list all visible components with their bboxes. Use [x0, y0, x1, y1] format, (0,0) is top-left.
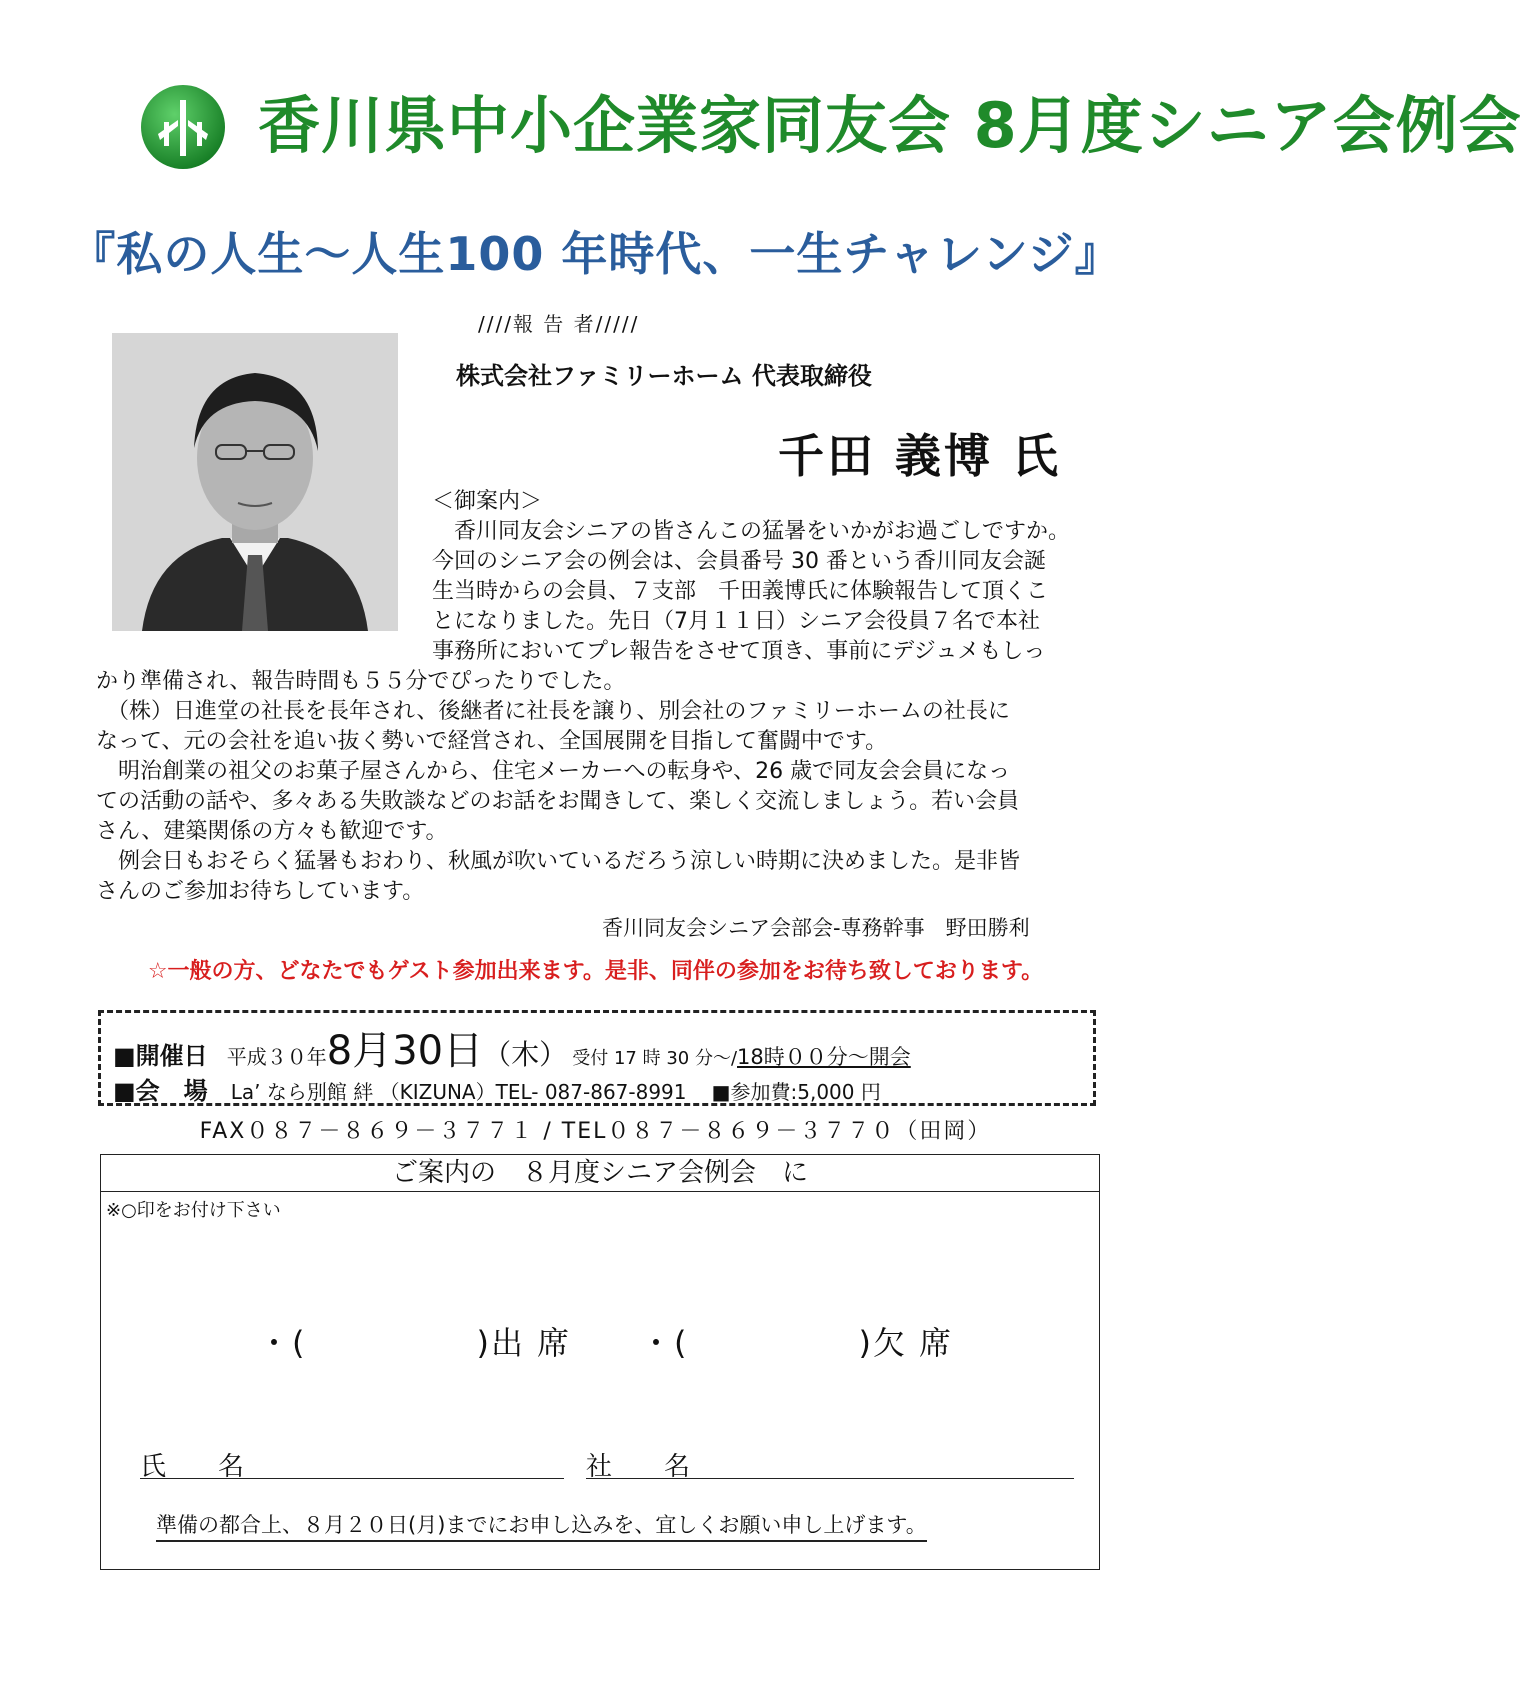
company-field[interactable]: [586, 1478, 1074, 1479]
event-weekday: （木）: [483, 1038, 568, 1071]
absent-option[interactable]: ・( )欠 席: [640, 1324, 954, 1362]
reporter-label: ////報 告 者/////: [478, 312, 640, 336]
association-logo: [138, 82, 228, 172]
era-text: 平成３０年: [226, 1045, 327, 1069]
signature: 香川同友会シニア会部会‐専務幹事 野田勝利: [602, 916, 1030, 940]
body-line: とになりました。先日（7月１１日）シニア会役員７名で本社: [432, 609, 1040, 634]
name-label: 氏 名: [140, 1452, 245, 1482]
event-date-row: [113, 1019, 911, 1076]
body-line: かり準備され、報告時間も５５分でぴったりでした。: [96, 669, 626, 694]
guest-note: ☆一般の方、どなたでもゲスト参加出来ます。是非、同伴の参加をお待ち致しております。: [147, 959, 1044, 984]
body-line: さん、建築関係の方々も歓迎です。: [96, 819, 448, 844]
reporter-name: 千田 義博 氏: [778, 429, 1062, 483]
attend-option[interactable]: ・( )出 席: [258, 1324, 572, 1362]
page-title: 香川県中小企業家同友会 8月度シニア会例会: [258, 89, 1522, 162]
body-line: ての活動の話や、多々ある失敗談などのお話をお聞きして、楽しく交流しましょう。若い会員: [96, 789, 1020, 814]
body-line: 生当時からの会員、７支部 千田義博氏に体験報告して頂くこ: [432, 579, 1049, 604]
open-time: 18時００分〜開会: [737, 1045, 911, 1069]
venue-text: La’ なら別館 絆 （KIZUNA）TEL- 087-867-8991: [230, 1080, 687, 1104]
reporter-company: 株式会社ファミリーホーム 代表取締役: [456, 362, 872, 390]
body-line: 明治創業の祖父のお菓子屋さんから、住宅メーカーへの転身や、26 歳で同友会会員になっ: [96, 759, 1011, 784]
form-header: ご案内の ８月度シニア会例会 に: [100, 1154, 1100, 1192]
event-details-box: [98, 1010, 1096, 1106]
body-line: さんのご参加お待ちしています。: [96, 879, 425, 904]
body-line: ＜御案内＞: [432, 489, 543, 514]
body-line: 例会日もおそらく猛暑もおわり、秋風が吹いているだろう涼しい時期に決めました。是非皆: [96, 849, 1021, 874]
body-line: 今回のシニア会の例会は、会員番号 30 番という香川同友会誕: [432, 549, 1046, 574]
form-note: ※○印をお付け下さい: [106, 1200, 281, 1221]
contact-line: FAX０８７－８６９－３７７１ / TEL０８７－８６９－３７７０（田岡）: [199, 1119, 992, 1144]
venue-label: ■会 場: [113, 1077, 208, 1105]
deadline-note: 準備の都合上、８月２０日(月)までにお申し込みを、宜しくお願い申し上げます。: [156, 1509, 927, 1542]
theme-subtitle: 『私の人生〜人生100 年時代、一生チャレンジ』: [69, 227, 1122, 281]
event-date: 8月30日: [326, 1028, 484, 1074]
fee-text: ■参加費:5,000 円: [711, 1080, 881, 1104]
name-field[interactable]: [140, 1478, 564, 1479]
reporter-photo: [112, 333, 398, 631]
company-name-label: 社 名: [586, 1452, 691, 1482]
event-venue-row: [113, 1071, 881, 1106]
reception-time: 受付 17 時 30 分〜/: [572, 1048, 738, 1069]
portrait-image: [112, 333, 398, 631]
body-line: （株）日進堂の社長を長年され、後継者に社長を譲り、別会社のファミリーホームの社長に: [96, 699, 1010, 724]
body-line: なって、元の会社を追い抜く勢いで経営され、全国展開を目指して奮闘中です。: [96, 729, 888, 754]
body-line: 事務所においてプレ報告をさせて頂き、事前にデジュメもしっ: [432, 639, 1046, 664]
body-line: 香川同友会シニアの皆さんこの猛暑をいかがお過ごしですか。: [432, 519, 1071, 544]
date-label: ■開催日: [113, 1042, 208, 1070]
